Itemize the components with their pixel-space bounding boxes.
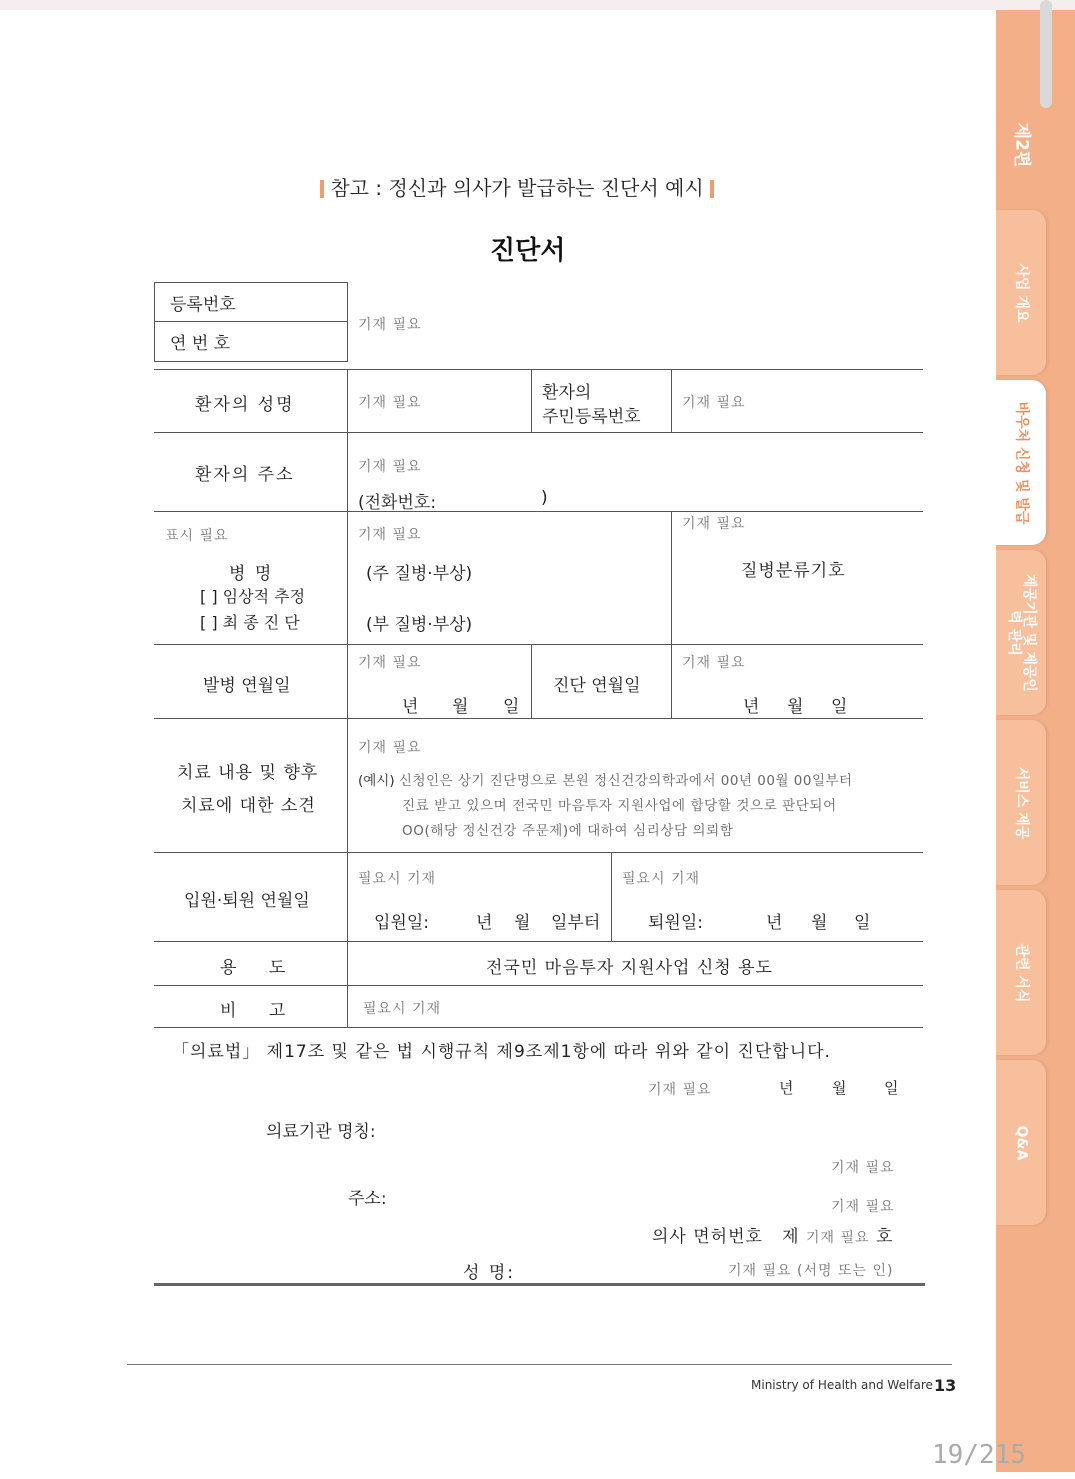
purpose-value: 전국민 마음투자 지원사업 신청 용도	[486, 958, 773, 978]
diag-year: 년	[743, 697, 760, 717]
admit-from-day: 일부터	[551, 913, 601, 933]
sidebar-tab-provider-label: 제공기관 및 제공인력 관리	[1006, 573, 1037, 692]
treat-label-2: 치료에 대한 소견	[181, 796, 316, 816]
phone-close: )	[541, 488, 548, 508]
col-line	[611, 852, 612, 941]
sidebar-tab-qna-label: Q&A	[1013, 1125, 1030, 1160]
main-disease: (주 질병·부상)	[366, 564, 473, 584]
clinical-checkbox-label: [ ] 임상적 추정	[200, 587, 306, 606]
label-column-line	[347, 369, 348, 1027]
col-line	[671, 644, 672, 718]
sign-address-label: 주소:	[348, 1189, 387, 1209]
sidebar-tab-forms-label: 관련 서식	[1013, 943, 1030, 1002]
legal-statement: 「의료법」 제17조 및 같은 법 시행규칙 제9조제1항에 따라 위와 같이 진단합니다.	[172, 1042, 831, 1062]
reference-title	[320, 172, 714, 201]
remark-label: 비 고	[220, 1001, 286, 1021]
col-line	[671, 369, 672, 432]
sidebar-tab-forms[interactable]	[996, 890, 1046, 1055]
rrn-hint: 기재 필요	[682, 395, 746, 411]
row-line	[154, 1027, 923, 1028]
row-line	[154, 644, 923, 645]
sidebar-tab-overview-label: 사업 개요	[1013, 263, 1030, 322]
scrollbar-thumb[interactable]	[1040, 0, 1052, 108]
code-hint: 기재 필요	[682, 516, 746, 532]
treat-example-tag: (예시)	[358, 773, 395, 789]
onset-hint: 기재 필요	[358, 655, 422, 671]
sign-day: 일	[884, 1079, 899, 1097]
phone-label: (전화번호:	[358, 493, 437, 513]
title-bar-right	[710, 180, 714, 198]
sidebar-tab-voucher[interactable]	[996, 380, 1046, 545]
onset-label: 발병 연월일	[203, 676, 291, 696]
reference-title-text: 참고 : 정신과 의사가 발급하는 진단서 예시	[330, 176, 704, 200]
discharge-year: 년	[766, 913, 783, 933]
treat-example-text-1: 신청인은 상기 진단명으로 본원 정신건강의학과에서 00년 00월 00일부터	[398, 773, 853, 789]
diag-date-label: 진단 연월일	[553, 676, 641, 696]
admit-label: 입원·퇴원 연월일	[184, 891, 310, 911]
address-label: 환자의 주소	[195, 465, 295, 485]
address-hint: 기재 필요	[358, 459, 422, 475]
onset-month: 월	[452, 697, 469, 717]
sidebar-part-text: 제2편	[1011, 122, 1032, 168]
diag-day: 일	[831, 697, 848, 717]
title-bar-left	[320, 180, 324, 198]
remark-hint: 필요시 기재	[363, 1001, 442, 1017]
reg-divider	[154, 321, 348, 322]
admit-date-label: 입원일:	[374, 913, 429, 933]
row-line	[154, 852, 923, 853]
discharge-hint: 필요시 기재	[622, 871, 701, 887]
display-hint: 표시 필요	[165, 528, 229, 544]
institution-label: 의료기관 명칭:	[266, 1122, 376, 1142]
license-label: 의사 면허번호	[652, 1227, 763, 1247]
rrn-label-1: 환자의	[542, 383, 592, 403]
row-line	[154, 369, 923, 370]
reg-hint: 기재 필요	[358, 317, 422, 333]
footer-ministry: Ministry of Health and Welfare	[751, 1378, 933, 1392]
row-line	[154, 985, 923, 986]
treat-example-line-1	[358, 769, 853, 789]
sign-address-hint: 기재 필요	[831, 1199, 895, 1215]
rrn-label-2: 주민등록번호	[542, 407, 641, 427]
admit-hint: 필요시 기재	[358, 871, 437, 887]
sidebar-tab-service[interactable]	[996, 720, 1046, 885]
patient-name-label: 환자의 성명	[195, 395, 295, 415]
bottom-line	[154, 1283, 925, 1286]
admit-month: 월	[514, 913, 531, 933]
onset-year: 년	[402, 697, 419, 717]
sidebar-tab-qna[interactable]	[996, 1060, 1046, 1225]
sign-month: 월	[832, 1079, 847, 1097]
col-line	[531, 369, 532, 432]
treat-hint: 기재 필요	[358, 740, 422, 756]
sign-date-hint: 기재 필요	[648, 1082, 712, 1098]
final-checkbox-label: [ ] 최 종 진 단	[200, 613, 300, 632]
sidebar-tab-provider[interactable]	[996, 550, 1046, 715]
sidebar-tab-overview[interactable]	[996, 210, 1046, 375]
col-line	[531, 644, 532, 718]
form-title: 진단서	[490, 236, 566, 266]
diag-month: 월	[787, 697, 804, 717]
onset-day: 일	[503, 697, 520, 717]
row-line	[154, 718, 923, 719]
license-line	[652, 1222, 893, 1247]
license-prefix: 제	[782, 1227, 800, 1247]
footer-page-number: 13	[934, 1376, 957, 1395]
sidebar-tab-service-label: 서비스 제공	[1013, 766, 1030, 839]
sign-year: 년	[779, 1079, 794, 1097]
signer-name-label: 성 명:	[463, 1263, 515, 1283]
purpose-label: 용 도	[220, 958, 286, 978]
treat-label-1: 치료 내용 및 향후	[177, 763, 319, 783]
footer-line	[127, 1364, 952, 1365]
signer-name-hint: 기재 필요 (서명 또는 인)	[728, 1263, 894, 1279]
disease-hint: 기재 필요	[358, 527, 422, 543]
serial-no-label: 연 번 호	[170, 334, 231, 354]
col-line	[671, 511, 672, 644]
top-bar	[0, 0, 1075, 10]
discharge-day: 일	[854, 913, 871, 933]
discharge-date-label: 퇴원일:	[648, 913, 703, 933]
sidebar-tab-voucher-label: 바우처 신청 및 발급	[1013, 401, 1030, 524]
diag-date-hint: 기재 필요	[682, 655, 746, 671]
patient-name-hint: 기재 필요	[358, 395, 422, 411]
discharge-month: 월	[811, 913, 828, 933]
treat-example-line-2: 진료 받고 있으며 전국민 마음투자 지원사업에 합당할 것으로 판단되어	[402, 798, 837, 814]
reg-no-label: 등록번호	[170, 295, 236, 315]
license-hint: 기재 필요	[806, 1230, 870, 1246]
sub-disease: (부 질병·부상)	[366, 615, 473, 635]
license-suffix: 호	[875, 1227, 894, 1247]
disease-label: 병 명	[229, 564, 274, 584]
row-line	[154, 511, 923, 512]
code-label: 질병분류기호	[741, 561, 846, 581]
row-line	[154, 941, 923, 942]
institution-hint: 기재 필요	[831, 1160, 895, 1176]
admit-year: 년	[476, 913, 493, 933]
row-line	[154, 432, 923, 433]
treat-example-line-3: OO(해당 정신건강 주문제)에 대하여 심리상담 의뢰함	[402, 823, 734, 839]
sidebar-part-label	[996, 80, 1046, 210]
viewer-page-count: 19/215	[932, 1440, 1026, 1470]
